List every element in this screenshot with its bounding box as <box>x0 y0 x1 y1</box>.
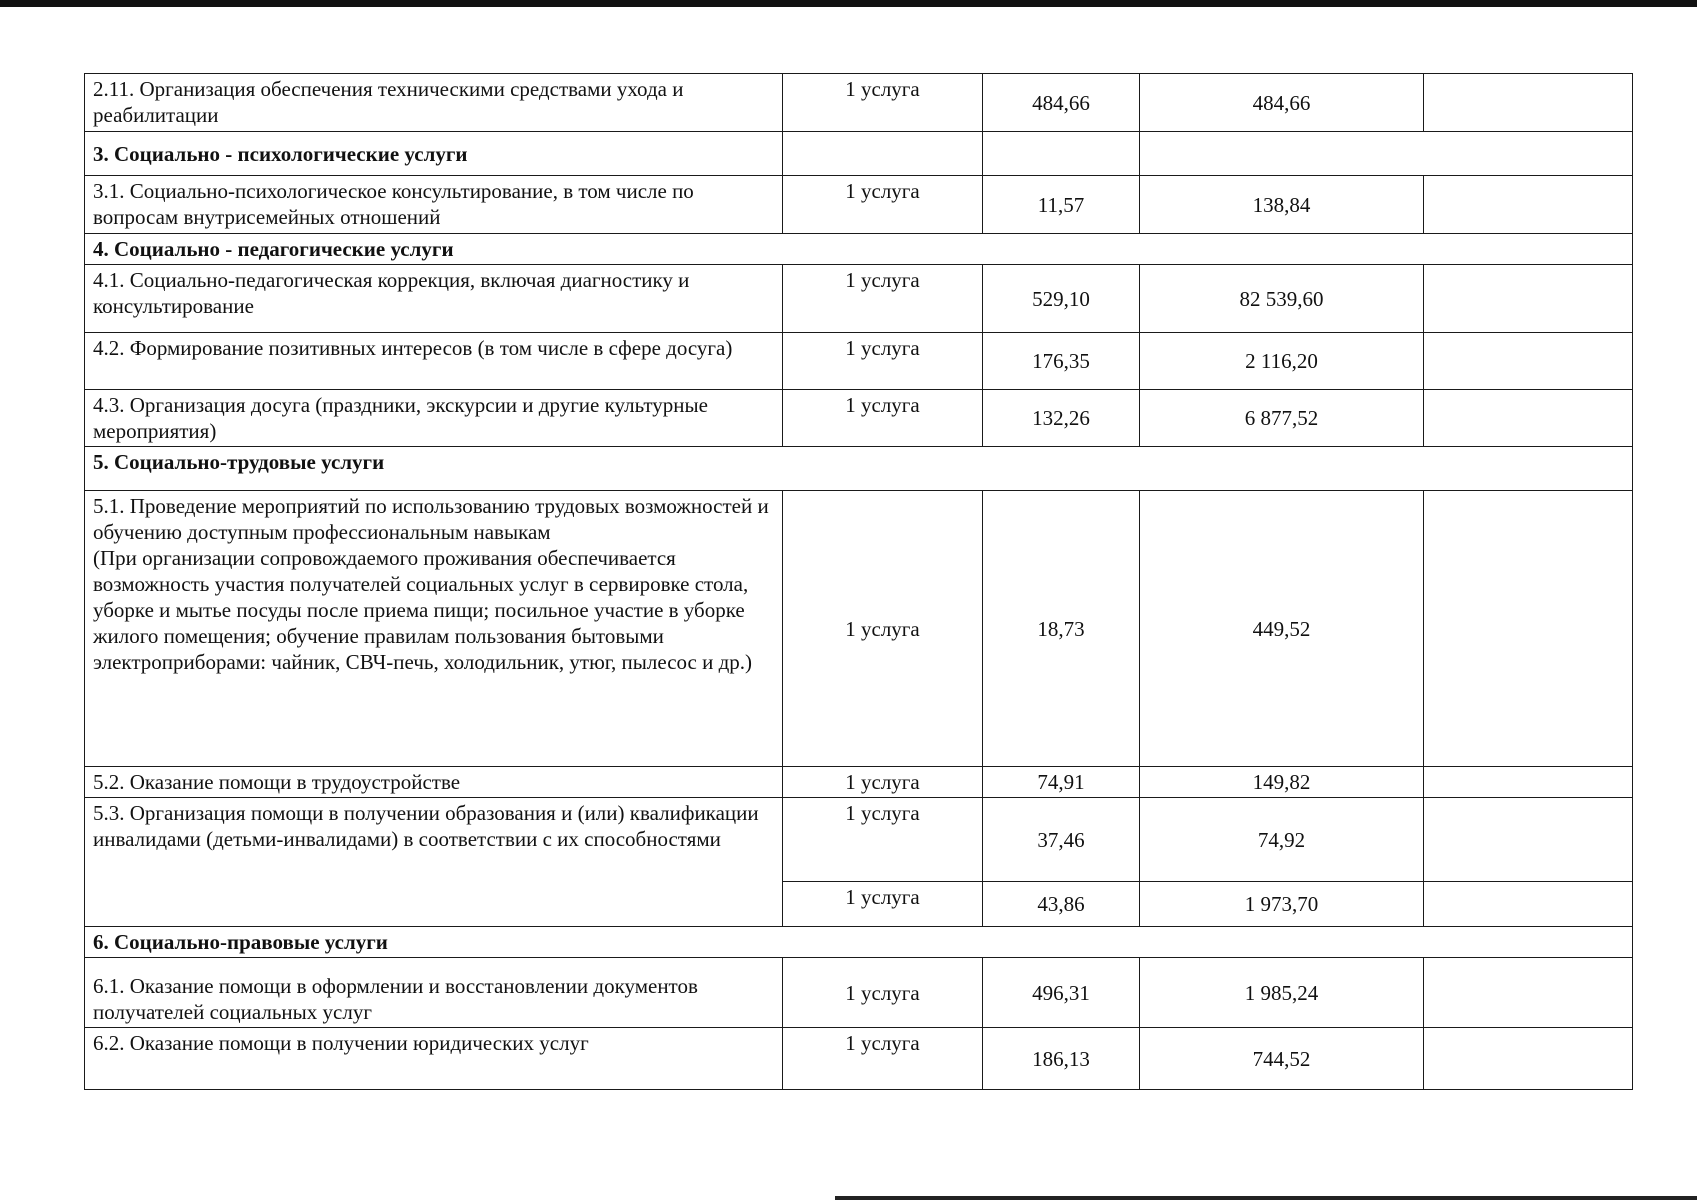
total-cell: 82 539,60 <box>1140 265 1424 333</box>
empty-cell <box>1424 767 1633 798</box>
unit-cell: 1 услуга <box>783 958 983 1028</box>
empty-cell <box>1424 176 1633 234</box>
empty-cell <box>1424 882 1633 927</box>
empty-cell <box>1424 798 1633 882</box>
scan-top-edge <box>0 0 1697 7</box>
empty-cell <box>1424 491 1633 767</box>
service-name: 6.1. Оказание помощи в оформлении и восстановлении документов получателей социальных услуг <box>85 958 783 1028</box>
unit-cell: 1 услуга <box>783 265 983 333</box>
unit-cell: 1 услуга <box>783 491 983 767</box>
empty-cell <box>1424 333 1633 390</box>
table-row <box>85 1028 1633 1090</box>
table-row <box>85 958 1633 1028</box>
empty-cell <box>1424 390 1633 447</box>
total-cell: 6 877,52 <box>1140 390 1424 447</box>
service-name: 5.3. Организация помощи в получении образования и (или) квалификации инвалидами (детьми-инвалидами) в соответствии с их способностями <box>85 798 783 927</box>
price-cell: 18,73 <box>983 491 1140 767</box>
price-cell: 37,46 <box>983 798 1140 882</box>
section-row <box>85 447 1633 491</box>
service-name <box>85 491 783 767</box>
section-title: 5. Социально-трудовые услуги <box>85 447 1633 491</box>
table-row <box>85 798 1633 882</box>
price-cell: 484,66 <box>983 74 1140 132</box>
total-cell: 484,66 <box>1140 74 1424 132</box>
table-row <box>85 390 1633 447</box>
service-name: 2.11. Организация обеспечения техническими средствами ухода и реабилитации <box>85 74 783 132</box>
unit-cell: 1 услуга <box>783 333 983 390</box>
price-cell: 529,10 <box>983 265 1140 333</box>
table-row <box>85 265 1633 333</box>
table-row <box>85 74 1633 132</box>
price-cell: 186,13 <box>983 1028 1140 1090</box>
total-cell: 744,52 <box>1140 1028 1424 1090</box>
empty-cell <box>1424 74 1633 132</box>
total-cell: 74,92 <box>1140 798 1424 882</box>
price-cell: 132,26 <box>983 390 1140 447</box>
service-name: 5.2. Оказание помощи в трудоустройстве <box>85 767 783 798</box>
empty-cell <box>1140 132 1633 176</box>
unit-cell: 1 услуга <box>783 390 983 447</box>
table-row <box>85 176 1633 234</box>
service-name: 4.1. Социально-педагогическая коррекция, включая диагностику и консультирование <box>85 265 783 333</box>
section-title: 3. Социально - психологические услуги <box>85 132 783 176</box>
services-price-table <box>84 73 1633 1090</box>
unit-cell: 1 услуга <box>783 176 983 234</box>
total-cell: 1 973,70 <box>1140 882 1424 927</box>
section-title: 6. Социально-правовые услуги <box>85 927 1633 958</box>
section-row <box>85 132 1633 176</box>
section-row <box>85 927 1633 958</box>
total-cell: 149,82 <box>1140 767 1424 798</box>
unit-cell: 1 услуга <box>783 767 983 798</box>
section-row <box>85 234 1633 265</box>
price-cell: 11,57 <box>983 176 1140 234</box>
total-cell: 449,52 <box>1140 491 1424 767</box>
section-title: 4. Социально - педагогические услуги <box>85 234 1633 265</box>
service-name: 6.2. Оказание помощи в получении юридических услуг <box>85 1028 783 1090</box>
total-cell: 1 985,24 <box>1140 958 1424 1028</box>
empty-cell <box>983 132 1140 176</box>
price-cell: 43,86 <box>983 882 1140 927</box>
empty-cell <box>1424 958 1633 1028</box>
empty-cell <box>1424 1028 1633 1090</box>
scan-bottom-edge <box>835 1196 1697 1200</box>
unit-cell: 1 услуга <box>783 1028 983 1090</box>
table-row <box>85 333 1633 390</box>
unit-cell: 1 услуга <box>783 74 983 132</box>
table-row <box>85 767 1633 798</box>
empty-cell <box>1424 265 1633 333</box>
empty-cell <box>783 132 983 176</box>
unit-cell: 1 услуга <box>783 882 983 927</box>
table-row <box>85 491 1633 767</box>
service-name: 4.2. Формирование позитивных интересов (в том числе в сфере досуга) <box>85 333 783 390</box>
service-name: 4.3. Организация досуга (праздники, экскурсии и другие культурные мероприятия) <box>85 390 783 447</box>
service-title: 5.1. Проведение мероприятий по использованию трудовых возможностей и обучению доступным профессиональным навыкам <box>93 494 769 544</box>
total-cell: 138,84 <box>1140 176 1424 234</box>
price-cell: 496,31 <box>983 958 1140 1028</box>
price-cell: 176,35 <box>983 333 1140 390</box>
service-note: (При организации сопровождаемого проживания обеспечивается возможность участия получателей социальных услуг в сервировке стола, уборке и мытье посуды после приема пищи; посильное участие в уборке жилого помещения; обучение правилам пользования бытовыми электроприборами: чайник, СВЧ-печь, холодильник, утюг, пылесос и др.) <box>93 546 753 674</box>
service-name: 3.1. Социально-психологическое консультирование, в том числе по вопросам внутрисемейных отношений <box>85 176 783 234</box>
unit-cell: 1 услуга <box>783 798 983 882</box>
price-cell: 74,91 <box>983 767 1140 798</box>
total-cell: 2 116,20 <box>1140 333 1424 390</box>
